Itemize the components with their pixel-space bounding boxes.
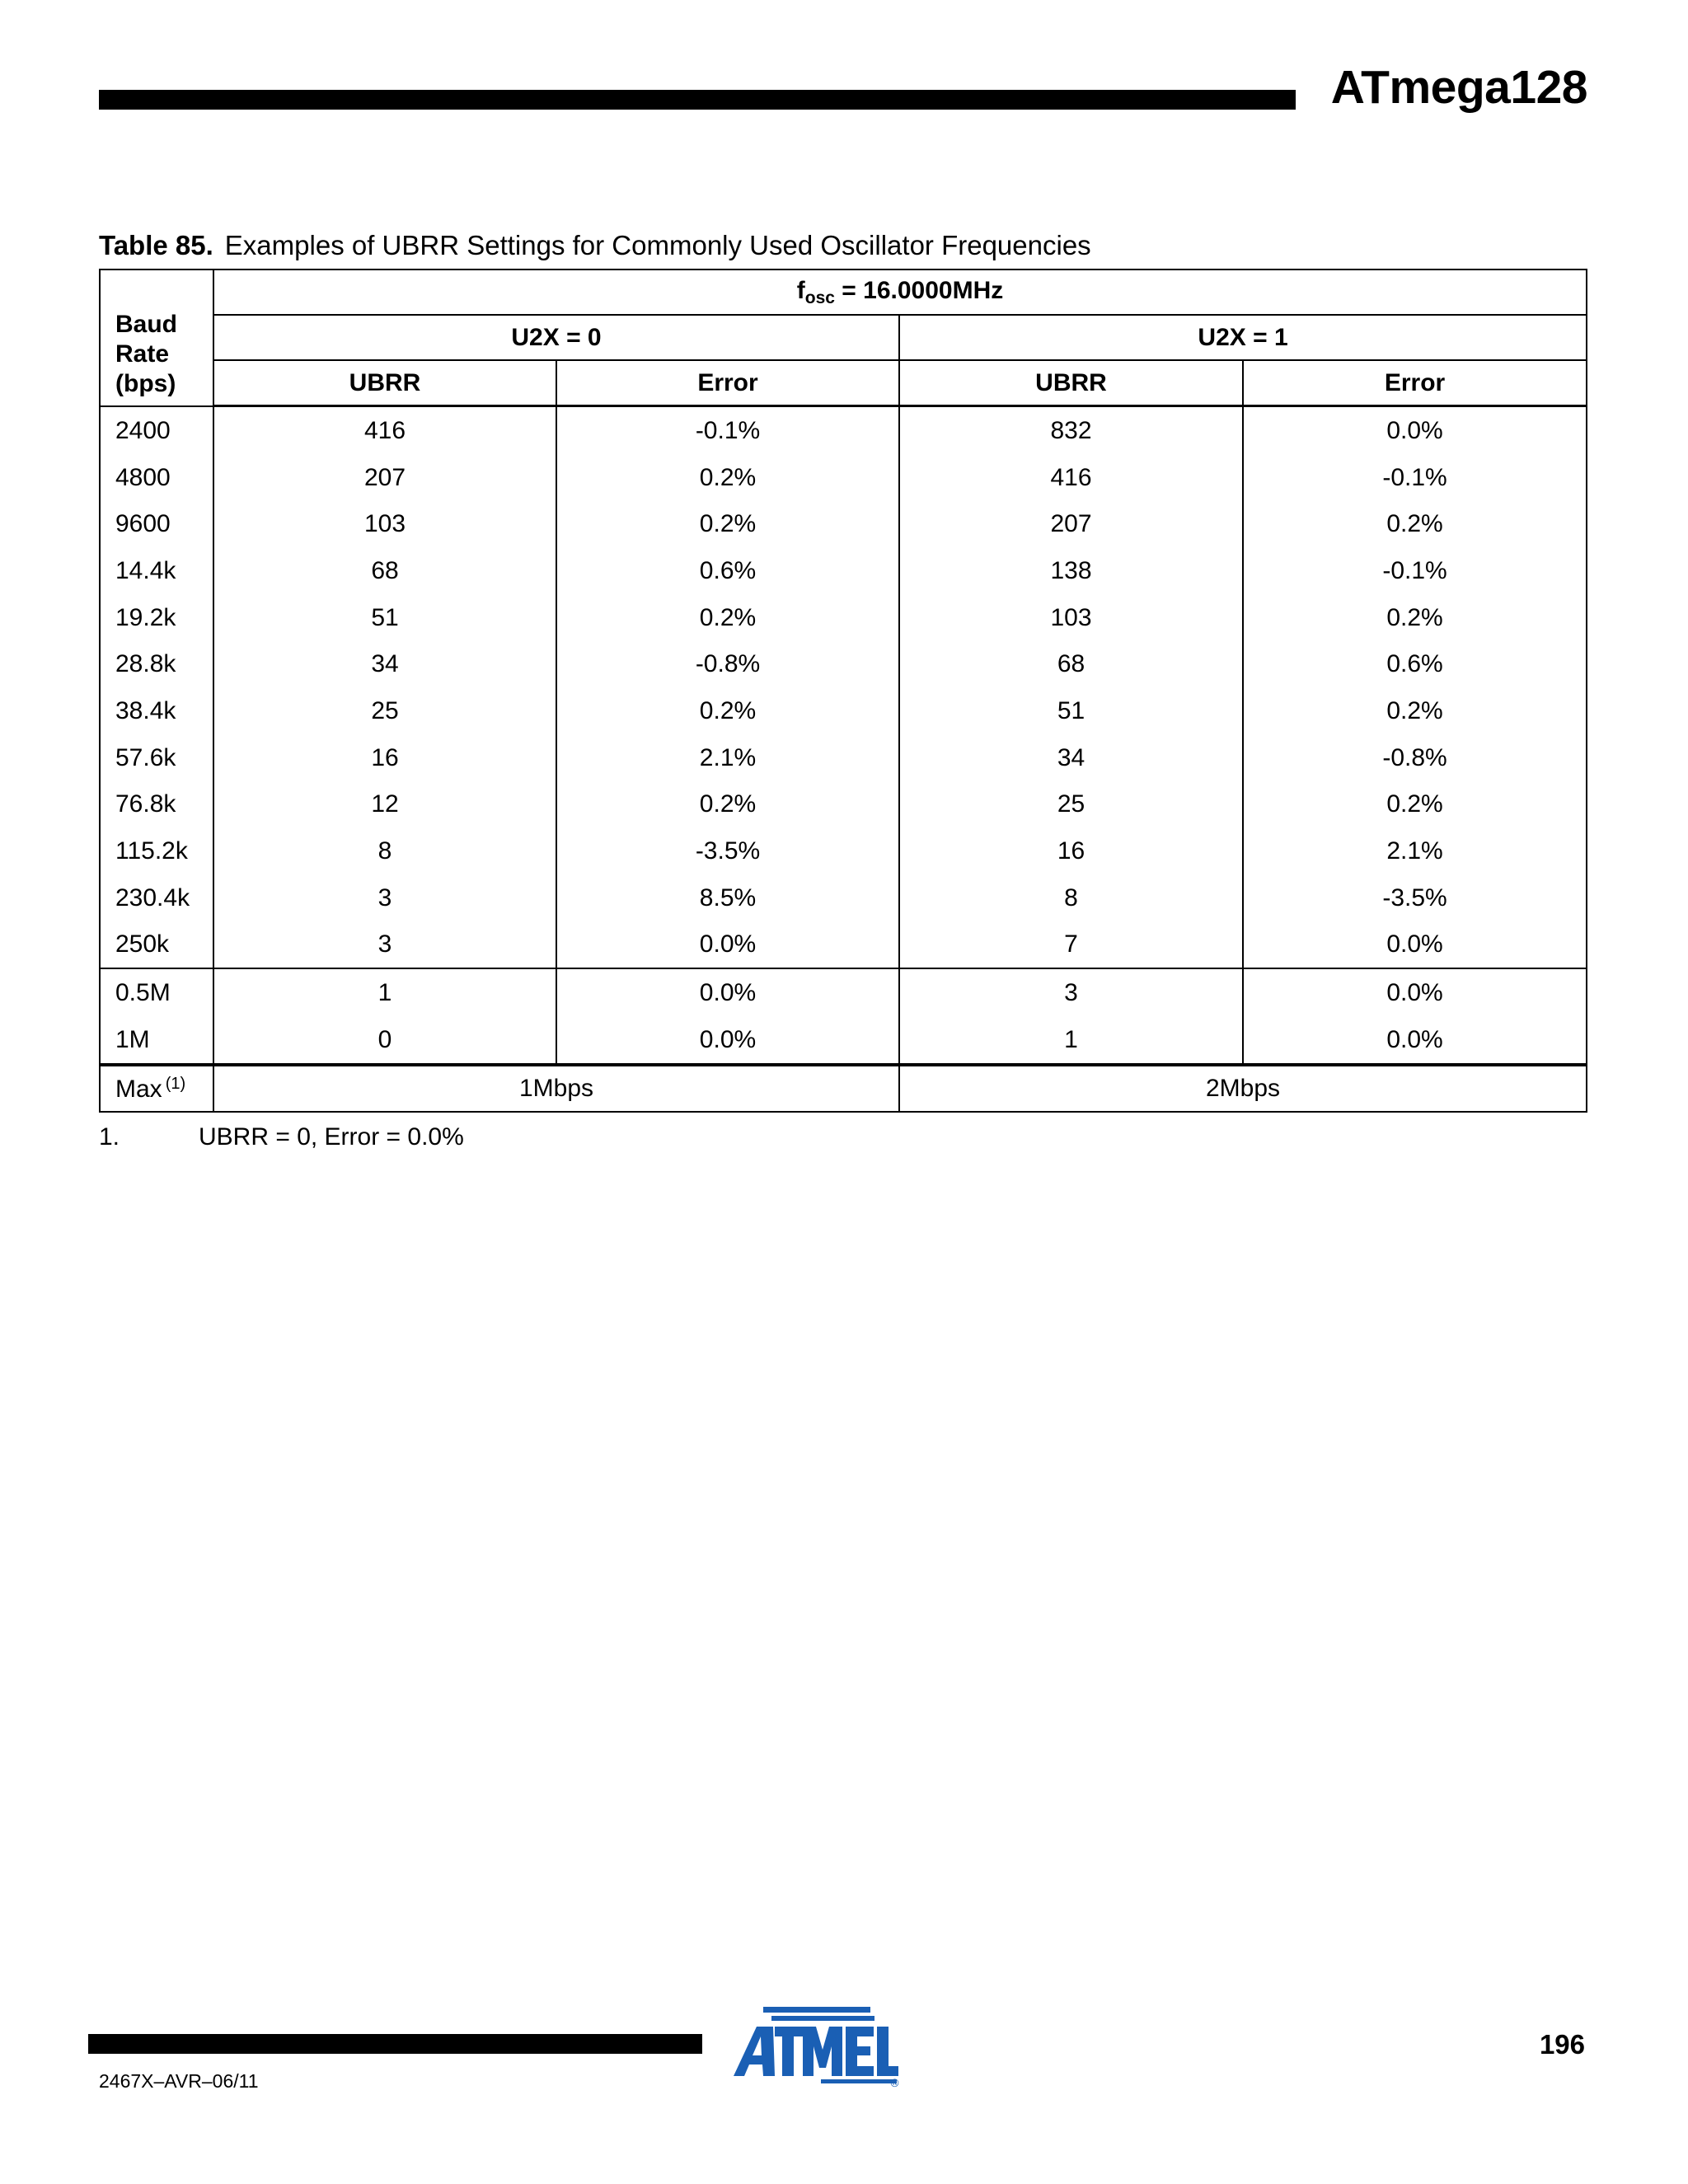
ubrr-u2x1-cell: 416 [899,454,1243,501]
table-row [100,500,1587,547]
error-u2x1-cell: 0.6% [1243,640,1587,687]
error-u2x1-cell: 0.0% [1243,921,1587,969]
baud-rate-cell: 250k [100,921,213,969]
ubrr-column-header: UBRR [213,360,556,406]
error-u2x0-cell: 2.1% [556,734,899,781]
ubrr-u2x1-cell: 138 [899,547,1243,594]
error-u2x1-cell: 0.0% [1243,406,1587,454]
baud-rate-cell: 115.2k [100,827,213,874]
table-row [100,547,1587,594]
ubrr-u2x0-cell: 3 [213,921,556,969]
error-column-header: Error [556,360,899,406]
error-u2x0-cell: 0.2% [556,454,899,501]
error-u2x0-cell: -0.8% [556,640,899,687]
ubrr-u2x1-cell: 25 [899,781,1243,828]
error-u2x1-cell: 0.2% [1243,687,1587,734]
error-u2x1-cell: 0.2% [1243,500,1587,547]
error-u2x1-cell: 2.1% [1243,827,1587,874]
max-label-cell: Max $^{(1)}$ [100,1065,213,1112]
baud-rate-cell: 57.6k [100,734,213,781]
error-u2x1-cell: 0.2% [1243,594,1587,641]
ubrr-u2x0-cell: 1 [213,968,556,1016]
error-u2x0-cell: 0.6% [556,547,899,594]
table-row [100,406,1587,454]
baud-rate-cell: 38.4k [100,687,213,734]
error-u2x1-cell: 0.2% [1243,781,1587,828]
error-u2x1-cell: -3.5% [1243,874,1587,921]
error-u2x0-cell: -0.1% [556,406,899,454]
table-row [100,594,1587,641]
table-row [100,1016,1587,1065]
document-code: 2467X–AVR–06/11 [99,2070,259,2092]
header-rule [99,90,1296,110]
error-u2x1-cell: 0.0% [1243,968,1587,1016]
ubrr-u2x1-cell: 7 [899,921,1243,969]
ubrr-u2x1-cell: 207 [899,500,1243,547]
ubrr-settings-table [99,269,1587,1113]
error-u2x0-cell: 0.0% [556,968,899,1016]
atmel-logo [722,2005,900,2088]
ubrr-u2x1-cell: 103 [899,594,1243,641]
ubrr-u2x0-cell: 68 [213,547,556,594]
error-u2x0-cell: 0.0% [556,921,899,969]
ubrr-u2x0-cell: 3 [213,874,556,921]
ubrr-u2x0-cell: 51 [213,594,556,641]
ubrr-u2x0-cell: 0 [213,1016,556,1065]
max-row [100,1065,1587,1112]
footnote-text: UBRR = 0, Error = 0.0% [199,1123,464,1151]
ubrr-u2x0-cell: 8 [213,827,556,874]
ubrr-u2x1-cell: 8 [899,874,1243,921]
svg-text:®: ® [889,2078,900,2088]
ubrr-u2x0-cell: 207 [213,454,556,501]
max-u2x1-cell: 2Mbps [899,1065,1587,1112]
error-u2x0-cell: 0.2% [556,687,899,734]
page-header-title: ATmega128 [1330,61,1587,114]
ubrr-u2x0-cell: 12 [213,781,556,828]
error-u2x1-cell: 0.0% [1243,1016,1587,1065]
baud-rate-cell: 1M [100,1016,213,1065]
table-caption [99,229,1091,262]
u2x1-group-header: U2X = 1 [899,315,1587,360]
baud-rate-cell: 28.8k [100,640,213,687]
ubrr-column-header: UBRR [899,360,1243,406]
table-row [100,921,1587,969]
table-title: Examples of UBRR Settings for Commonly Used Oscillator Frequencies [224,230,1091,260]
table-row [100,874,1587,921]
u2x0-group-header: U2X = 0 [213,315,899,360]
error-u2x0-cell: 0.2% [556,594,899,641]
footer-rule [88,2034,702,2054]
table-row [100,734,1587,781]
ubrr-u2x0-cell: 16 [213,734,556,781]
baud-rate-cell: 9600 [100,500,213,547]
ubrr-u2x1-cell: 68 [899,640,1243,687]
baud-rate-cell: 4800 [100,454,213,501]
ubrr-u2x1-cell: 832 [899,406,1243,454]
error-u2x0-cell: 0.2% [556,781,899,828]
ubrr-u2x1-cell: 1 [899,1016,1243,1065]
baud-rate-cell: 2400 [100,406,213,454]
baud-rate-cell: 19.2k [100,594,213,641]
baud-rate-cell: 0.5M [100,968,213,1016]
ubrr-u2x1-cell: 16 [899,827,1243,874]
table-row [100,827,1587,874]
error-u2x0-cell: 8.5% [556,874,899,921]
error-u2x0-cell: 0.2% [556,500,899,547]
table-number: Table 85. [99,230,213,260]
ubrr-u2x1-cell: 3 [899,968,1243,1016]
footnote [99,1121,464,1154]
error-column-header: Error [1243,360,1587,406]
baud-rate-cell: 230.4k [100,874,213,921]
table-row [100,781,1587,828]
baud-rate-cell: 76.8k [100,781,213,828]
table-row [100,640,1587,687]
table-row [100,687,1587,734]
ubrr-u2x0-cell: 103 [213,500,556,547]
error-u2x1-cell: -0.1% [1243,547,1587,594]
ubrr-u2x1-cell: 34 [899,734,1243,781]
ubrr-u2x0-cell: 34 [213,640,556,687]
baud-rate-header: Baud Rate (bps) [100,269,213,406]
page-number: 196 [1539,2029,1585,2060]
footnote-number: 1. [99,1123,120,1151]
error-u2x0-cell: 0.0% [556,1016,899,1065]
error-u2x1-cell: -0.1% [1243,454,1587,501]
ubrr-u2x1-cell: 51 [899,687,1243,734]
table-row [100,968,1587,1016]
baud-rate-cell: 14.4k [100,547,213,594]
error-u2x1-cell: -0.8% [1243,734,1587,781]
max-u2x0-cell: 1Mbps [213,1065,899,1112]
ubrr-u2x0-cell: 25 [213,687,556,734]
fosc-header: $f_{osc} = 16.0000MHz$ [213,269,1587,315]
ubrr-u2x0-cell: 416 [213,406,556,454]
error-u2x0-cell: -3.5% [556,827,899,874]
table-row [100,454,1587,501]
